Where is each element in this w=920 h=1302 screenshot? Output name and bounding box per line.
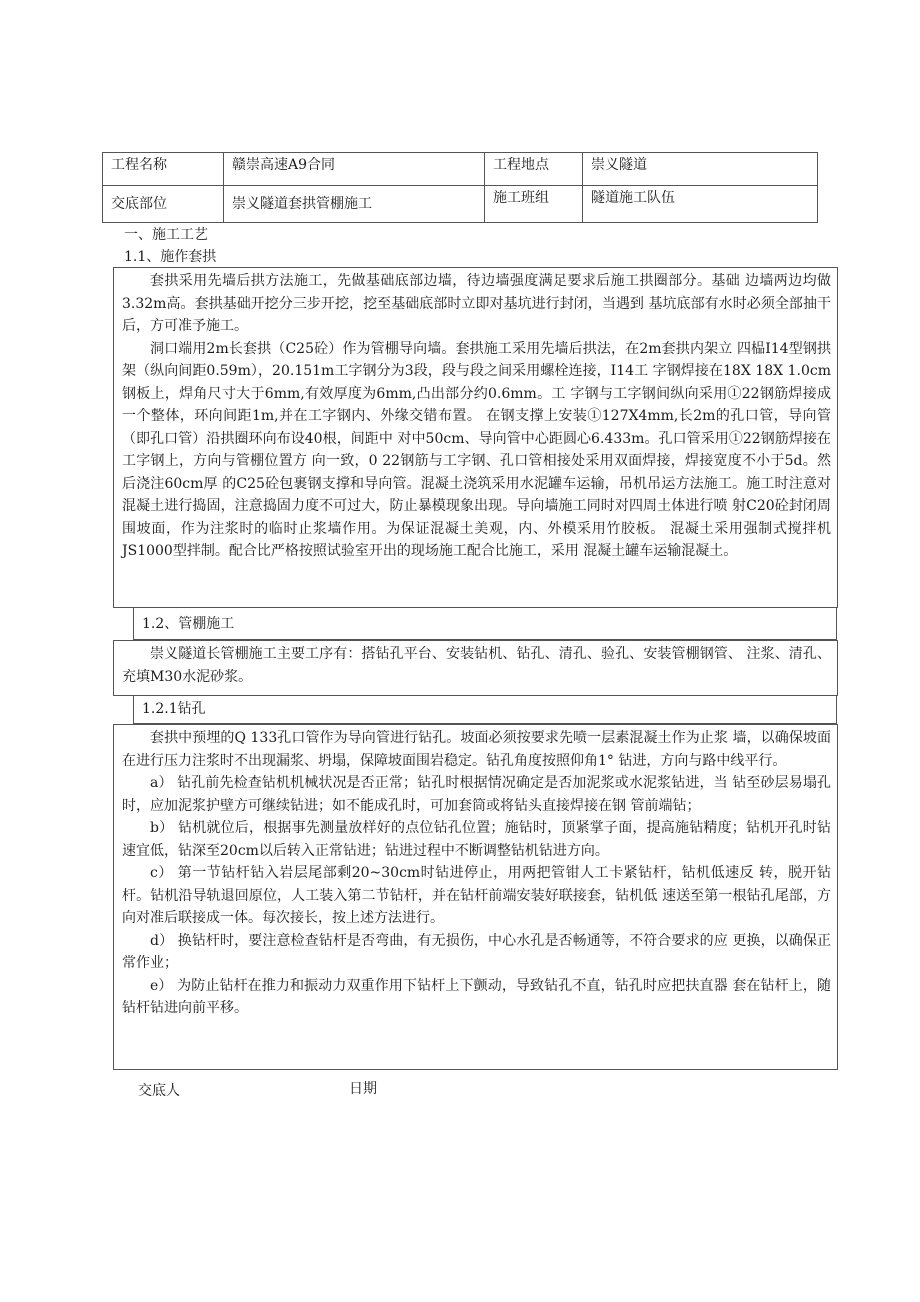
section-1-1-heading: 1.1、施作套拱	[124, 249, 217, 265]
label-project-name: 工程名称	[102, 152, 224, 186]
label-construction-team: 施工班组	[484, 185, 583, 223]
value-construction-team: 隧道施工队伍	[582, 185, 818, 223]
value-project-name: 赣崇高速A9合同	[223, 152, 485, 186]
paragraph: 洞口端用2m长套拱（C25砼）作为管棚导向墙。套拱施工采用先墙后拱法，在2m套拱内架立 四榀I14型钢拱架（纵向间距0.59m），20.151m工字钢分为3段，段与段之间采用螺栓连接，I14工 字钢焊接在18X 18X 1.0cm钢板上，焊角尺寸大于6mm,有效厚度为6mm,凸出部分约0.6mm。工 字钢与工字钢间纵向采用①22钢筋焊接成一个整体，环向间距1m,并在工字钢内、外缘交错布置。 在钢支撑上安装①127X4mm,长2m的孔口管，导向管（即孔口管）沿拱圈环向布设40根，间距中 对中50cm、导向管中心距圆心6.433m。孔口管采用①22钢筋焊接在工字钢上，方向与管棚位置方 向一致，0 22钢筋与工字钢、孔口管相接处采用双面焊接，焊接宽度不小于5d。然后浇注60cm厚 的C25砼包裹钢支撑和导向管。混凝土浇筑采用水泥罐车运输，吊机吊运方法施工。施工时注意对 混凝土进行捣固，注意捣固力度不可过大，防止暴模现象出现。导向墙施工同时对四周土体进行喷 射C20砼封闭周围坡面，作为注浆时的临时止浆墙作用。为保证混凝土美观，内、外模采用竹胶板。 混凝土采用强制式搅拌机JS1000型拌制。配合比严格按照试验室开出的现场施工配合比施工，采用 混凝土罐车运输混凝土。	[122, 340, 831, 559]
label-project-location: 工程地点	[484, 152, 583, 186]
value-project-location: 崇义隧道	[582, 152, 818, 186]
paragraph: c） 第一节钻杆钻入岩层尾部剩20~30cm时钻进停止，用两把管钳人工卡紧钻杆，钻机低速反 转，脱开钻杆。钻机沿导轨退回原位，人工装入第二节钻杆，并在钻杆前端安装好联接套，钻机低 速送至第一根钻孔尾部，方向对准后联接成一体。每次接长，按上述方法进行。	[122, 865, 831, 926]
paragraph: 套拱采用先墙后拱方法施工，先做基础底部边墙，待边墙强度满足要求后施工拱圈部分。基础 边墙两边均做3.32m高。套拱基础开挖分三步开挖，挖至基础底部时立即对基坑进行封闭，当遇到 基坑底部有水时必须全部抽干后，方可准予施工。	[122, 273, 831, 334]
section-1-2-heading: 1.2、管棚施工	[133, 608, 837, 640]
paragraph: 套拱中预埋的Q 133孔口管作为导向管进行钻孔。坡面必须按要求先喷一层素混凝土作为止浆 墙，以确保坡面在进行压力注浆时不出现漏浆、坍塌，保障坡面围岩稳定。钻孔角度按照仰角1° 钻进，方向与路中线平行。	[122, 730, 831, 769]
label-handover-part: 交底部位	[102, 185, 224, 223]
section-1-heading: 一、施工工艺	[124, 227, 208, 243]
paragraph: d） 换钻杆时，要注意检查钻杆是否弯曲，有无损伤，中心水孔是否畅通等，不符合要求的应 更换，以确保正常作业；	[122, 932, 831, 971]
value-handover-part: 崇义隧道套拱管棚施工	[223, 185, 485, 223]
paragraph: b） 钻机就位后，根据事先测量放样好的点位钻孔位置；施钻时，顶紧掌子面，提高施钻精度；钻机开孔时钻速宜低，钻深至20cm以后转入正常钻进；钻进过程中不断调整钻机钻进方向。	[122, 820, 831, 859]
handover-person-label: 交底人	[138, 1083, 180, 1099]
paragraph: a） 钻孔前先检查钻机机械状况是否正常；钻孔时根据情况确定是否加泥浆或水泥浆钻进，当 钻至砂层易塌孔时，应加泥浆护壁方可继续钻进；如不能成孔时，可加套筒或将钻头直接焊接在钢 管前端钻；	[122, 775, 831, 814]
section-1-1-body	[113, 267, 838, 608]
paragraph: 崇义隧道长管棚施工主要工序有：搭钻孔平台、安装钻机、钻孔、清孔、验孔、安装管棚钢管、 注浆、清孔、充填M30水泥砂浆。	[122, 646, 831, 685]
section-1-2-1-body	[113, 724, 838, 1070]
paragraph: e） 为防止钻杆在推力和振动力双重作用下钻杆上下颤动，导致钻孔不直，钻孔时应把扶直器 套在钻杆上，随钻杆钻进向前平移。	[122, 977, 831, 1016]
section-1-2-body	[113, 640, 838, 696]
date-label: 日期	[349, 1081, 377, 1097]
section-1-2-1-heading: 1.2.1钻孔	[133, 696, 837, 724]
